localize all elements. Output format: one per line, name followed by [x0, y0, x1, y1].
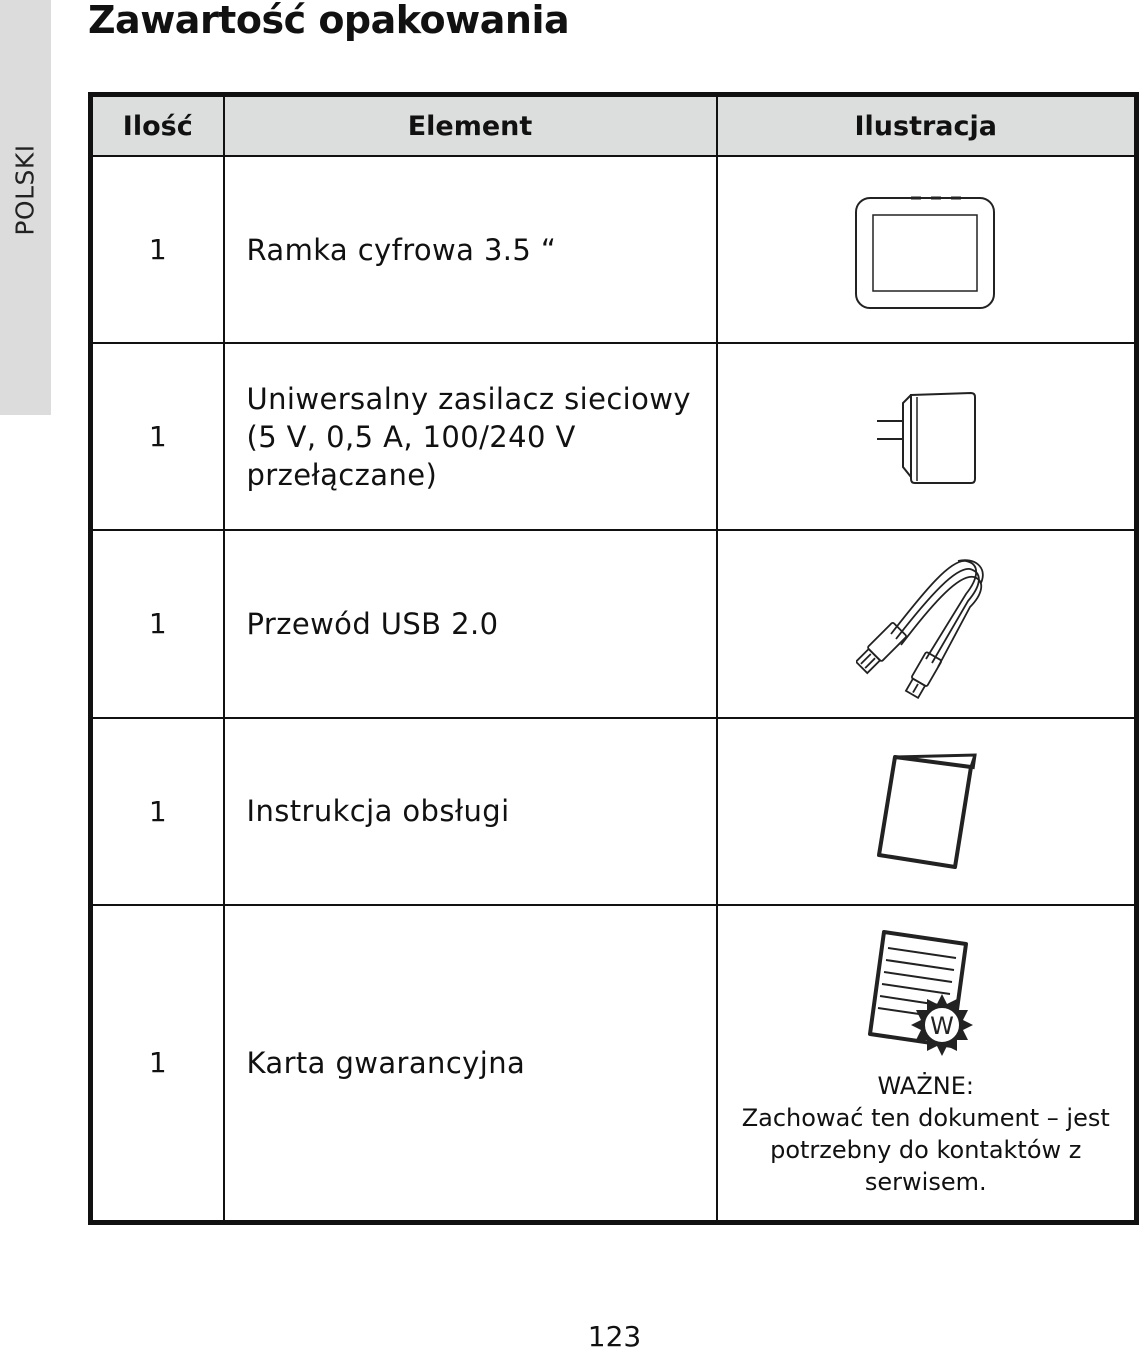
header-qty: Ilość: [91, 95, 224, 157]
table-row: [91, 343, 1137, 530]
row-illustration: [717, 156, 1137, 343]
table-row: [91, 156, 1137, 343]
row-item: Uniwersalny zasilacz sieciowy (5 V, 0,5 A, 100/240 V przełączane): [224, 343, 717, 530]
row-qty: 1: [91, 905, 224, 1223]
row-illustration: [717, 718, 1137, 905]
row-qty: 1: [91, 343, 224, 530]
page-number: 123: [587, 1320, 642, 1353]
row-item: Karta gwarancyjna: [224, 905, 717, 1223]
warranty-badge-letter: W: [929, 1011, 954, 1040]
warranty-note: [718, 1070, 1135, 1198]
side-language-label: POLSKI: [10, 144, 40, 236]
table-row: [91, 718, 1137, 905]
table-row: [91, 530, 1137, 717]
row-item: Przewód USB 2.0: [224, 530, 717, 717]
side-language-tab: [0, 0, 51, 415]
warranty-card-icon: [866, 928, 986, 1068]
header-item: Element: [224, 95, 717, 157]
warranty-note-title: WAŻNE:: [877, 1071, 974, 1100]
row-item: Instrukcja obsługi: [224, 718, 717, 905]
row-item: Ramka cyfrowa 3.5 “: [224, 156, 717, 343]
photo-frame-icon: [851, 190, 1001, 310]
header-illustration: Ilustracja: [717, 95, 1137, 157]
warranty-note-text: Zachować ten dokument – jest potrzebny do kontaktów z serwisem.: [741, 1103, 1110, 1196]
manual-booklet-icon: [871, 749, 981, 874]
package-contents-table: [88, 92, 1139, 1225]
row-illustration: [717, 530, 1137, 717]
row-qty: 1: [91, 156, 224, 343]
usb-cable-icon: [856, 549, 996, 699]
row-illustration: [717, 343, 1137, 530]
row-qty: 1: [91, 718, 224, 905]
row-illustration: [717, 905, 1137, 1223]
table-row: [91, 905, 1137, 1223]
row-qty: 1: [91, 530, 224, 717]
power-adapter-icon: [871, 387, 981, 487]
page-title: Zawartość opakowania: [88, 0, 570, 42]
table-header-row: [91, 95, 1137, 157]
